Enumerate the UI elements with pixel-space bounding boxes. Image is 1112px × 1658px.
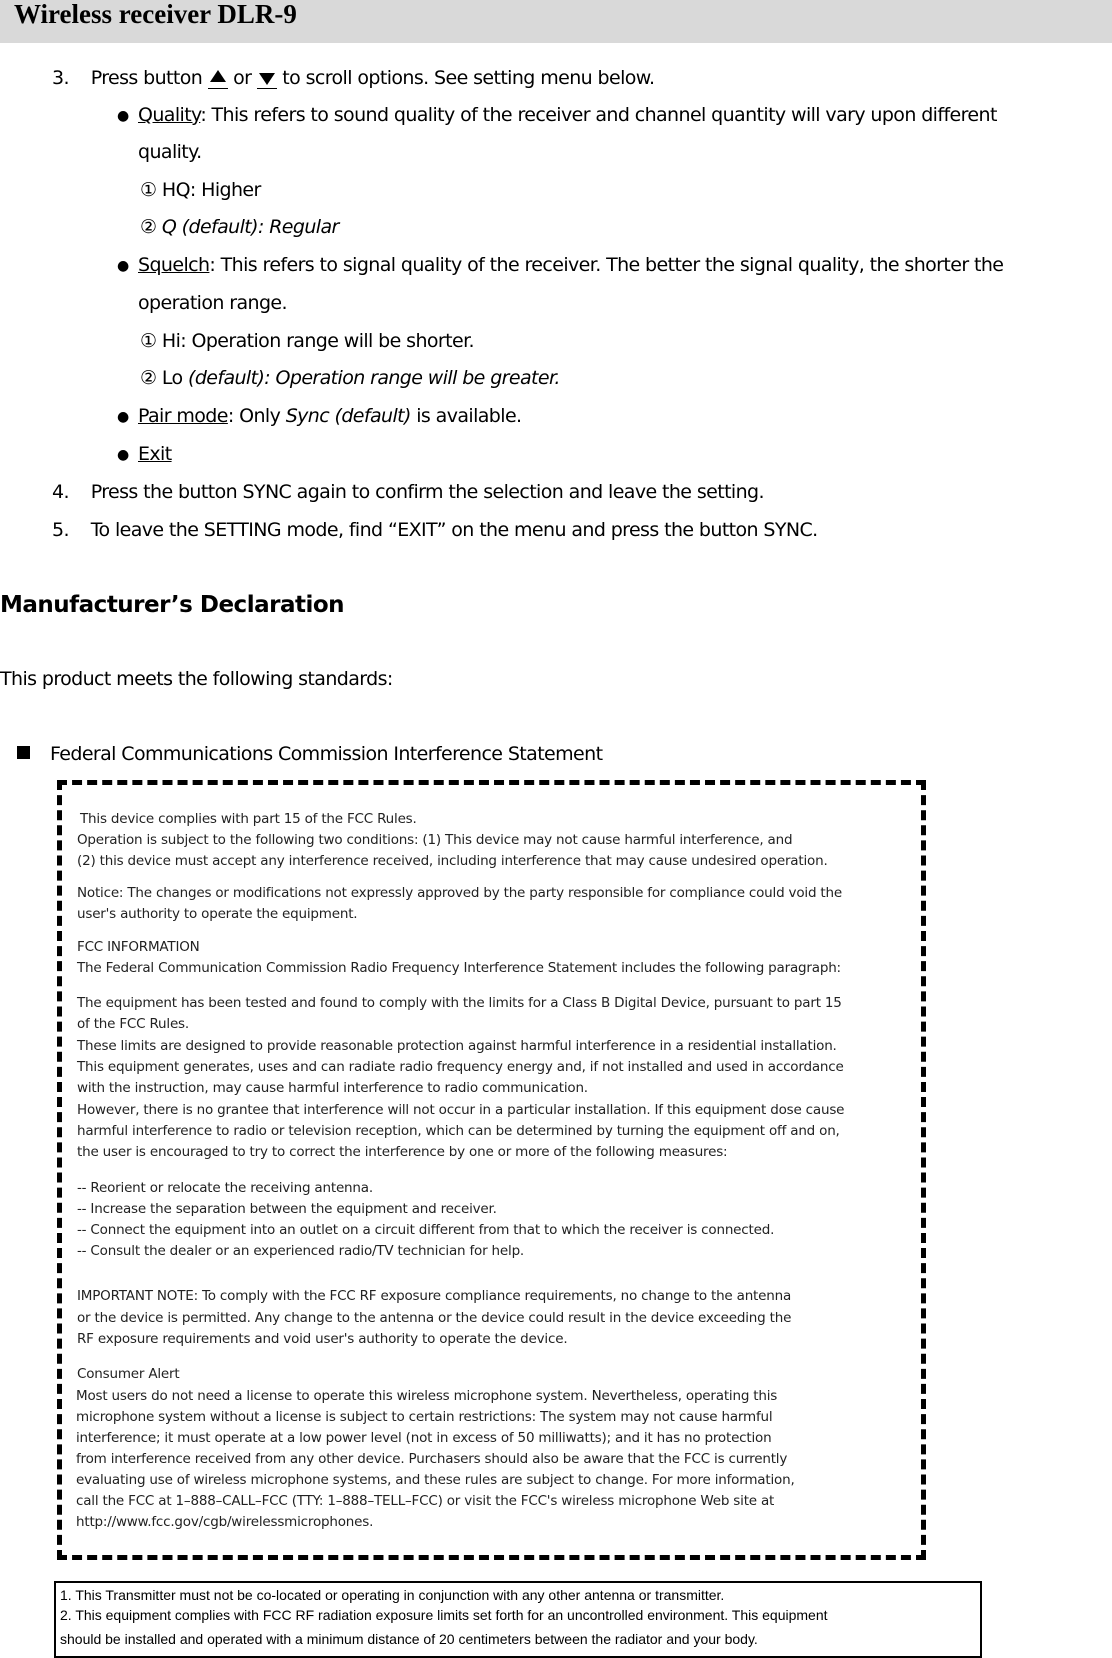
pair-mode-term: Pair mode [138, 405, 228, 427]
fcc-line: evaluating use of wireless microphone systems, and these rules are subject to change. For more information, [76, 1472, 795, 1488]
fcc-line: Consumer Alert [77, 1366, 180, 1382]
quality-option-hq [140, 178, 261, 202]
step-text: or [233, 67, 252, 89]
squelch-item [138, 253, 1003, 277]
fcc-line: (2) this device must accept any interference received, including interference that may cause undesired operation. [77, 853, 828, 869]
pair-text: : Only [227, 405, 286, 427]
squelch-option-hi [140, 329, 474, 353]
fcc-line: Most users do not need a license to operate this wireless microphone system. Nevertheless, operating this [76, 1388, 778, 1404]
step-3 [52, 66, 654, 90]
fcc-line: Operation is subject to the following two conditions: (1) This device may not cause harmful interference, and [77, 832, 793, 848]
fcc-line: -- Reorient or relocate the receiving antenna. [77, 1180, 373, 1196]
note-line: 2. This equipment complies with FCC RF radiation exposure limits set forth for an uncontrolled environment. This equipment [60, 1607, 828, 1623]
circled-1-icon: ① [140, 179, 157, 201]
fcc-line: Notice: The changes or modifications not expressly approved by the party responsible for compliance could void the [77, 885, 842, 901]
fcc-line: of the FCC Rules. [77, 1016, 189, 1032]
squelch-term: Squelch [138, 254, 210, 276]
fcc-line: FCC INFORMATION [77, 939, 200, 955]
quality-term: Quality [138, 104, 201, 126]
option-text-italic: (default): Operation range will be greater. [188, 367, 560, 389]
fcc-line: or the device is permitted. Any change to the antenna or the device could result in the device exceeding the [77, 1310, 792, 1326]
bullet-icon: ● [117, 409, 129, 425]
pair-text-italic: Sync (default) [285, 405, 411, 427]
fcc-line: user's authority to operate the equipment. [77, 906, 358, 922]
fcc-statement-item: Federal Communications Commission Interference Statement [50, 743, 603, 765]
pair-mode-item [138, 404, 521, 428]
circled-2-icon: ② [140, 216, 157, 238]
fcc-line: http://www.fcc.gov/cgb/wirelessmicrophones. [76, 1514, 374, 1530]
quality-desc: : This refers to sound quality of the receiver and channel quantity will vary upon different [200, 104, 997, 126]
fcc-line: This device complies with part 15 of the FCC Rules. [80, 811, 417, 827]
fcc-line: with the instruction, may cause harmful interference to radio communication. [77, 1080, 588, 1096]
option-text: Q (default): Regular [156, 216, 339, 238]
fcc-line: IMPORTANT NOTE: To comply with the FCC RF exposure compliance requirements, no change to the antenna [77, 1288, 792, 1304]
compliance-notes-box [54, 1581, 982, 1658]
bullet-icon: ● [117, 108, 129, 124]
page-title: Wireless receiver DLR-9 [14, 0, 297, 29]
quality-desc-cont: quality. [138, 141, 202, 163]
bullet-icon: ● [117, 447, 129, 463]
page-header [0, 0, 1112, 43]
declaration-intro: This product meets the following standards: [0, 668, 393, 690]
step-text: Press button [90, 67, 203, 89]
fcc-line: from interference received from any other device. Purchasers should also be aware that the FCC is currently [76, 1451, 788, 1467]
bullet-icon: ● [117, 258, 129, 274]
option-text: Lo [156, 367, 188, 389]
step-text: Press the button SYNC again to confirm the selection and leave the setting. [90, 481, 764, 503]
step-4 [52, 480, 764, 504]
note-line: should be installed and operated with a minimum distance of 20 centimeters between the radiator and your body. [60, 1631, 758, 1647]
step-5 [52, 518, 818, 542]
option-text: HQ: Higher [156, 179, 261, 201]
step-number: 5. [52, 519, 69, 541]
fcc-line: microphone system without a license is subject to certain restrictions: The system may not cause harmful [76, 1409, 773, 1425]
squelch-option-lo [140, 366, 560, 390]
fcc-line: -- Connect the equipment into an outlet on a circuit different from that to which the receiver is connected. [77, 1222, 775, 1238]
step-number: 3. [52, 67, 69, 89]
fcc-line: These limits are designed to provide reasonable protection against harmful interference in a residential installation. [77, 1038, 837, 1054]
quality-item [138, 103, 997, 127]
fcc-line: interference; it must operate at a low power level (not in excess of 50 milliwatts); and it has no protection [76, 1430, 772, 1446]
fcc-line: harmful interference to radio or television reception, which can be determined by turning the equipment off and on, [77, 1123, 840, 1139]
step-text: To leave the SETTING mode, find “EXIT” on the menu and press the button SYNC. [90, 519, 818, 541]
fcc-line: However, there is no grantee that interference will not occur in a particular installation. If this equipment dose cause [77, 1102, 845, 1118]
quality-option-q [140, 215, 339, 239]
circled-1-icon: ① [140, 330, 157, 352]
fcc-line: call the FCC at 1–888–CALL–FCC (TTY: 1–888–TELL–FCC) or visit the FCC's wireless microphone Web site at [76, 1493, 775, 1509]
down-arrow-icon [257, 70, 277, 89]
fcc-line: RF exposure requirements and void user's authority to operate the device. [77, 1331, 568, 1347]
square-bullet-icon [17, 746, 30, 759]
squelch-desc-cont: operation range. [138, 292, 287, 314]
circled-2-icon: ② [140, 367, 157, 389]
step-number: 4. [52, 481, 69, 503]
fcc-line: This equipment generates, uses and can radiate radio frequency energy and, if not installed and used in accordance [77, 1059, 844, 1075]
note-line: 1. This Transmitter must not be co-located or operating in conjunction with any other antenna or transmitter. [60, 1587, 725, 1603]
fcc-line: -- Increase the separation between the equipment and receiver. [77, 1201, 497, 1217]
squelch-desc: : This refers to signal quality of the receiver. The better the signal quality, the shorter the [209, 254, 1004, 276]
option-text: Hi: Operation range will be shorter. [156, 330, 474, 352]
step-text: to scroll options. See setting menu below. [282, 67, 655, 89]
up-arrow-icon [208, 70, 228, 89]
pair-text: is available. [410, 405, 522, 427]
declaration-heading: Manufacturer’s Declaration [0, 592, 345, 618]
fcc-line: The equipment has been tested and found to comply with the limits for a Class B Digital Device, pursuant to part 15 [77, 995, 842, 1011]
fcc-line: -- Consult the dealer or an experienced radio/TV technician for help. [77, 1243, 525, 1259]
fcc-line: the user is encouraged to try to correct the interference by one or more of the following measures: [77, 1144, 728, 1160]
exit-item: Exit [138, 443, 172, 465]
fcc-line: The Federal Communication Commission Radio Frequency Interference Statement includes the following paragraph: [77, 960, 841, 976]
